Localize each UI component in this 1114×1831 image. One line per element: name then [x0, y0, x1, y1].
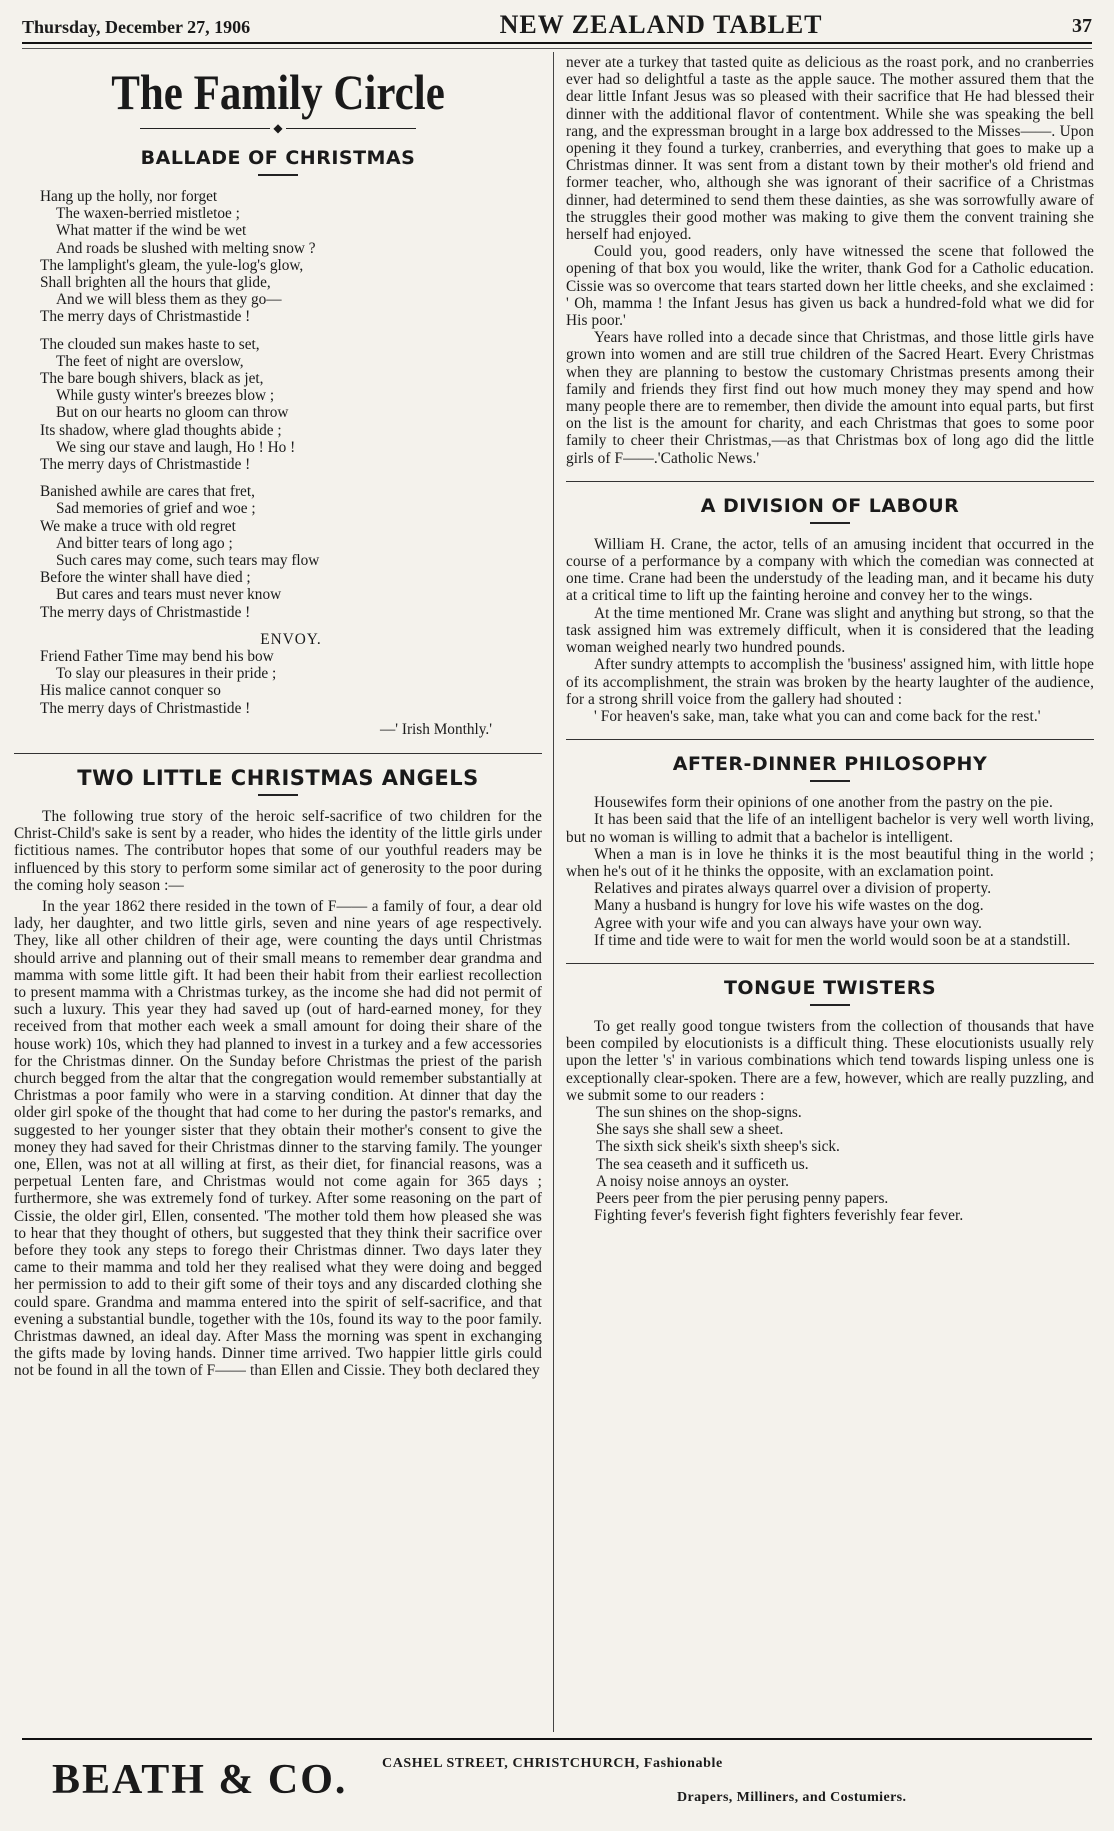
- poem-line: We sing our stave and laugh, Ho ! Ho !: [56, 438, 296, 456]
- labour-paragraph: After sundry attempts to accomplish the 'business' assigned him, with little hope of its accomplishment, the strain was broken by the hearty laughter of the audience, for a strong shrill voice from the gallery had shouted :: [566, 656, 1094, 708]
- poem-line: The merry days of Christmastide !: [40, 308, 251, 326]
- poem-line: Friend Father Time may bend his bow: [40, 648, 274, 666]
- poem-line: Sad memories of grief and woe ;: [56, 500, 256, 518]
- advertiser-tagline: Drapers, Milliners, and Costumiers.: [677, 1790, 907, 1805]
- poem-line: But on our hearts no gloom can throw: [56, 404, 289, 422]
- poem-line: His malice cannot conquer so: [40, 682, 221, 700]
- labour-quote: ' For heaven's sake, man, take what you can and come back for the rest.': [594, 707, 1041, 725]
- angels-story-continued: never ate a turkey that tasted quite as delicious as the roast pork, and no cranberries ever had so delightful a taste as the apple sauce. The mother assured them that the dear little Infant Jesus was so pleased with their sacrifice that He had blessed their dinner with the additional flavor of contentment. While she was speaking the bell rang, and the expressman brought in a large box addressed to the Misses——. Upon opening it they found a turkey, cranberries, and everything that goes to make up a Christmas dinner. It was sent from a distant town by their mother's old friend and former teacher, who, although she was ignorant of their sacrifice of a Christmas dinner, had determined to send them these dainties, as she was sorrowfully aware of the struggles their good mother was making to give them the convent training she herself had enjoyed.: [566, 54, 1094, 244]
- twisters-title: TONGUE TWISTERS: [723, 976, 937, 999]
- poem-line: And bitter tears of long ago ;: [56, 534, 233, 552]
- masthead: NEW ZEALAND TABLET: [499, 10, 823, 39]
- poem-line: But cares and tears must never know: [56, 586, 282, 604]
- envoy-heading: ENVOY.: [260, 630, 322, 648]
- section-rule: [810, 522, 850, 524]
- section-divider: [566, 739, 1094, 740]
- twister-line: Peers peer from the pier perusing penny papers.: [596, 1189, 889, 1207]
- title-ornament: ◆: [14, 122, 542, 134]
- poem-attribution: —' Irish Monthly.': [379, 720, 492, 738]
- philosophy-item: When a man is in love he thinks it is the most beautiful thing in the world ; when he's out of it he thinks the opposite, with an exclamation point.: [566, 845, 1094, 880]
- footer-rule: [22, 1738, 1092, 1740]
- poem-line: The bare bough shivers, black as jet,: [40, 370, 264, 388]
- column-divider: [553, 52, 554, 1732]
- philosophy-item: Relatives and pirates always quarrel over a division of property.: [594, 880, 992, 898]
- labour-paragraph: At the time mentioned Mr. Crane was slight and anything but strong, so that the task assigned him was extremely difficult, when it is considered that the leading woman weighed nearly two hundred pounds.: [566, 604, 1094, 657]
- section-rule: [258, 794, 298, 796]
- twisters-list: [596, 1104, 1094, 1207]
- twister-line: The sixth sick sheik's sixth sheep's sick.: [596, 1138, 840, 1156]
- stanza-2: [40, 336, 542, 474]
- twister-line: The sun shines on the shop-signs.: [596, 1103, 802, 1121]
- poem-line: What matter if the wind be wet: [56, 222, 247, 240]
- philosophy-item: It has been said that the life of an intelligent bachelor is very well worth living, but no woman is willing to admit that a bachelor is intelligent.: [566, 811, 1094, 846]
- twister-line: She says she shall sew a sheet.: [596, 1121, 784, 1139]
- philosophy-item: If time and tide were to wait for men the world would soon be at a standstill.: [594, 931, 1071, 949]
- advertisement-footer: [22, 1748, 1092, 1818]
- issue-date: Thursday, December 27, 1906: [22, 17, 251, 37]
- envoy: [40, 648, 542, 717]
- section-divider: [566, 963, 1094, 964]
- poem-line: The lamplight's gleam, the yule-log's glow,: [40, 256, 304, 274]
- advertiser-address: CASHEL STREET, CHRISTCHURCH, Fashionable: [382, 1756, 723, 1771]
- poem-line: The feet of night are overslow,: [56, 352, 244, 370]
- poem-line: The clouded sun makes haste to set,: [40, 335, 260, 353]
- poem-line: The merry days of Christmastide !: [40, 456, 251, 474]
- poem-line: We make a truce with old regret: [40, 517, 236, 535]
- poem-line: Its shadow, where glad thoughts abide ;: [40, 421, 282, 439]
- page-number: 37: [1071, 15, 1092, 37]
- poem-line: Before the winter shall have died ;: [40, 569, 251, 587]
- labour-title: A DIVISION OF LABOUR: [700, 494, 960, 517]
- twister-line: The sea ceaseth and it sufficeth us.: [596, 1155, 809, 1173]
- header-rule: [22, 48, 1092, 49]
- philosophy-item: Many a husband is hungry for love his wife wastes on the dog.: [594, 897, 984, 915]
- angels-paragraph: Years have rolled into a decade since that Christmas, and those little girls have grown into women and are still true children of the Sacred Heart. Every Christmas when they are planning to bestow the customary Christmas presents among their family and friends they first find out how much money they may spend and how many people there are to remember, then divide the amount into equal parts, but first on the list is the amount for charity, and each Christmas that goes to some poor family to cheer their Christmas,—as that Christmas box of long ago did the little girls of F——.'Catholic News.': [566, 329, 1094, 467]
- twister-line-last: Fighting fever's feverish fight fighters feverishly fear fever.: [594, 1207, 964, 1225]
- feature-title: The Family Circle: [111, 64, 445, 120]
- angels-intro: The following true story of the heroic self-sacrifice of two children for the Christ-Child's sake is sent by a reader, who hides the identity of the little girls under fictitious names. The contributor hopes that some of our youthful readers may be influenced by this story to perform some similar act of generosity to the poor during the coming holy season :—: [14, 807, 542, 894]
- advertiser-name: BEATH & CO.: [52, 1757, 348, 1803]
- stanza-3: [40, 483, 542, 621]
- poem-line: Shall brighten all the hours that glide,: [40, 274, 271, 292]
- section-rule: [810, 780, 850, 782]
- section-rule: [810, 1004, 850, 1006]
- angels-title: TWO LITTLE CHRISTMAS ANGELS: [77, 765, 479, 790]
- poem-line: To slay our pleasures in their pride ;: [56, 665, 277, 683]
- poem-line: The merry days of Christmastide !: [40, 603, 251, 621]
- poem-line: The merry days of Christmastide !: [40, 699, 251, 717]
- poem-line: And roads be slushed with melting snow ?: [56, 239, 316, 257]
- angels-story: In the year 1862 there resided in the town of F—— a family of four, a dear old lady, her daughter, and two little girls, seven and nine years of age respectively. They, like all other children of their age, were counting the days until Christmas should arrive and planning out of their small means to remember dear grandma and mamma with some little gift. It had been their habit from their earliest recollection to present mamma with a Christmas turkey, as the income she had did not permit of such a luxury. This year they had saved up (out of hard-earned money, for they received from that mother each week a small amount for doing their share of the house work) 10s, which they had planned to invest in a turkey and a few accessories for the Christmas dinner. On the Sunday before Christmas the priest of the parish church begged from the altar that the congregation would remember substantially at Christmas a poor family who were in a starving condition. At dinner that day the older girl spoke of the thought that had come to her during the pastor's remarks, and suggested to her younger sister that they obtain their mother's consent to give the money they had saved for their Christmas dinner to the starving family. The younger one, Ellen, was not at all willing at first, as their diet, for financial reasons, was a perpetual Lenten fare, and Christmas would not come again for 365 days ; furthermore, she was extremely fond of turkey. After some reasoning on the part of Cissie, the older girl, Ellen, consented. 'The mother told them how pleased she was to hear that they thought of others, but suggested that they think their sacrifice over before they took any steps to forego their Christmas dinner. Two days later they came to their mamma and told her they realised what they were doing and begged her permission to add to their gift some of their toys and any discarded clothing she could spare. Grandma and mamma entered into the spirit of self-sacrifice, and that evening a substantial bundle, together with the 10s, found its way to the poor family. Christmas dawned, an ideal day. After Mass the morning was spent in exchanging the gifts made by loving hands. Dinner time arrived. Two happier little girls could not be found in all the town of F—— than Ellen and Cissie. They both declared they: [14, 897, 542, 1380]
- poem-line: The waxen-berried mistletoe ;: [56, 205, 240, 223]
- section-divider: [566, 481, 1094, 482]
- ballade-title: BALLADE OF CHRISTMAS: [140, 147, 416, 169]
- stanza-1: [40, 188, 542, 326]
- labour-paragraph: William H. Crane, the actor, tells of an amusing incident that occurred in the course of a performance by a company with which the comedian was connected at one time. Crane had been the understudy of the leading man, and it became his duty at a critical time to lift up the fainting heroine and convey her to the wings.: [566, 535, 1094, 605]
- poem-line: Such cares may come, such tears may flow: [56, 552, 320, 570]
- twister-line: A noisy noise annoys an oyster.: [596, 1172, 789, 1190]
- philosophy-item: Agree with your wife and you can always have your own way.: [594, 914, 982, 932]
- poem-line: Hang up the holly, nor forget: [40, 188, 218, 205]
- page-header: [22, 6, 1092, 44]
- section-divider: [14, 753, 542, 754]
- philosophy-item: Housewifes form their opinions of one another from the pastry on the pie.: [594, 794, 1053, 812]
- poem-line: And we will bless them as they go—: [56, 291, 282, 309]
- twisters-intro: To get really good tongue twisters from the collection of thousands that have been compiled by elocutionists is a difficult thing. These elocutionists usually rely upon the letter 's' in various combinations which tend towards lisping unless one is exceptionally clear-spoken. There are a few, however, which are really puzzling, and we submit some to our readers :: [566, 1017, 1094, 1104]
- poem-line: While gusty winter's breezes blow ;: [56, 387, 275, 405]
- left-column: [14, 54, 542, 1380]
- poem-line: Banished awhile are cares that fret,: [40, 483, 255, 501]
- philosophy-title: AFTER-DINNER PHILOSOPHY: [672, 753, 988, 776]
- section-rule: [258, 174, 298, 176]
- right-column: [566, 54, 1094, 1224]
- angels-paragraph: Could you, good readers, only have witnessed the scene that followed the opening of that box you would, like the writer, thank God for a Catholic education. Cissie was so overcome that tears started down her little cheeks, and she exclaimed : ' Oh, mamma ! the Infant Jesus has given us back a hundred-fold what we did for His poor.': [566, 243, 1094, 330]
- ballade-poem: [40, 188, 542, 717]
